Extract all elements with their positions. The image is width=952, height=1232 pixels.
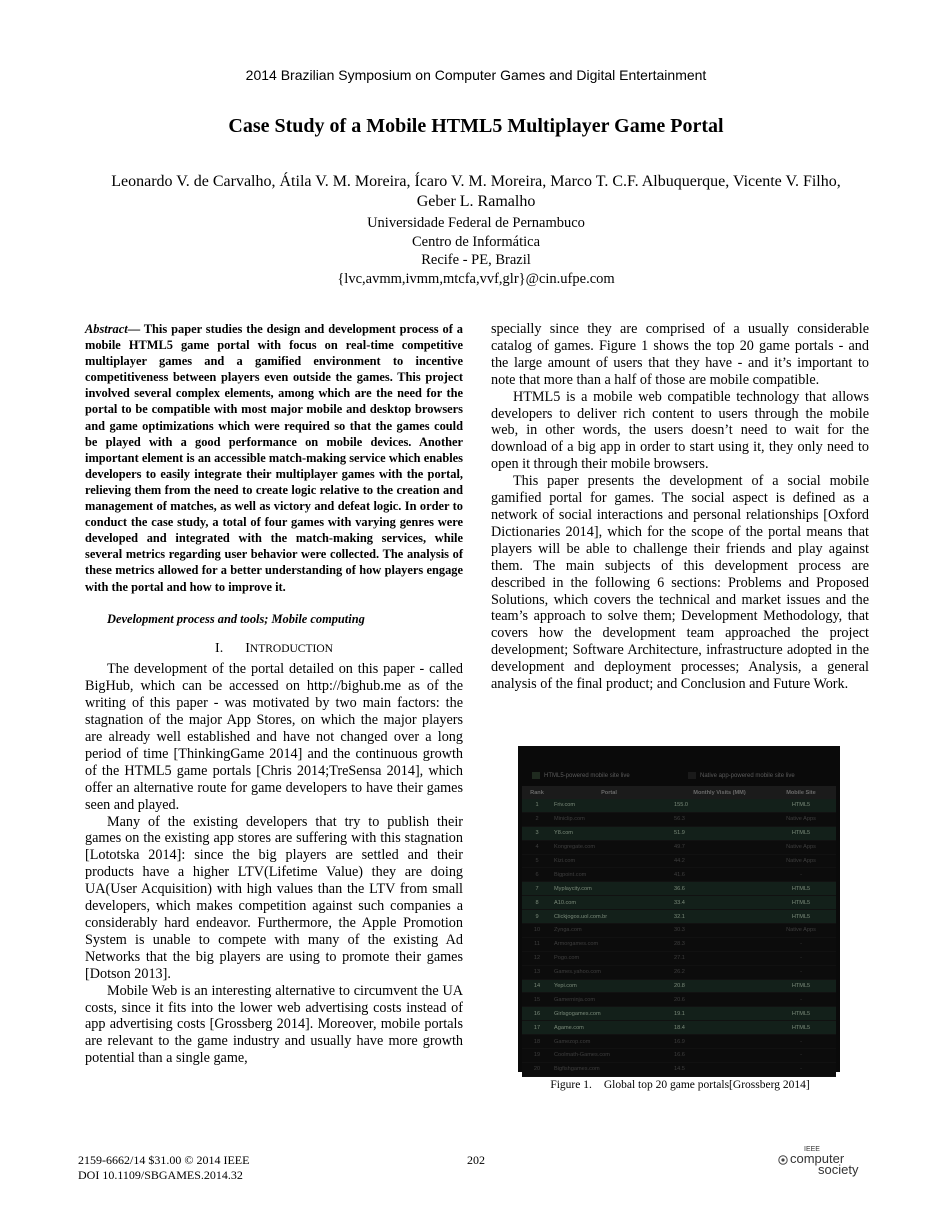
- visits-cell: 20.8: [666, 979, 766, 993]
- mobile-site-cell: -: [766, 937, 836, 951]
- intro-paragraph-3: Mobile Web is an interesting alternative to circumvent the UA costs, since it fits into the lower web advertising costs instead of app advertising costs [Grossberg 2014]. Moreover, mobile portals are relevant to the game industry and usually have more growth potential than a single game,: [85, 982, 463, 1067]
- portal-cell: Girlsgogames.com: [552, 1007, 666, 1021]
- visits-cell: 28.3: [666, 937, 766, 951]
- column-header-portal: Portal: [552, 786, 666, 799]
- mobile-site-cell: HTML5: [766, 1021, 836, 1035]
- portal-cell: Games.yahoo.com: [552, 965, 666, 979]
- society-emblem-icon: [778, 1155, 788, 1165]
- table-row: [522, 826, 836, 840]
- rank-cell: 4: [522, 840, 552, 854]
- mobile-site-cell: Native Apps: [766, 924, 836, 938]
- legend-html5: [532, 772, 630, 779]
- logo-line-society: society: [818, 1162, 859, 1177]
- portal-cell: A10.com: [552, 896, 666, 910]
- conference-name: 2014 Brazilian Symposium on Computer Games and Digital Entertainment: [245, 67, 707, 83]
- portal-cell: Clickjogos.uol.com.br: [552, 910, 666, 924]
- right-paragraph-3: This paper presents the development of a social mobile gamified portal for games. The social aspect is defined as a network of social interactions and personal relationships [Oxford Dictionaries 2014], which for the scope of the portal means that players will be able to challenge their friends and play against them. The main subjects of this development process are described in the following 6 sections: Problems and Proposed Solutions, which covers the technical and market issues and the team’s approach to solve them; Development Methodology, that covers how the development team approached the project development; Software Architecture, infrastructure adopted in the development and deployment processes; Analysis, a general analysis of the final product; and Conclusion and Future Work.: [491, 473, 869, 693]
- table-row: [522, 1021, 836, 1035]
- visits-cell: 20.6: [666, 993, 766, 1007]
- table-row: [522, 1049, 836, 1063]
- rank-cell: 12: [522, 951, 552, 965]
- affiliation-location: Recife - PE, Brazil: [421, 252, 531, 268]
- mobile-site-cell: Native Apps: [766, 840, 836, 854]
- visits-cell: 33.4: [666, 896, 766, 910]
- mobile-site-cell: -: [766, 1049, 836, 1063]
- legend-html5-label: HTML5-powered mobile site live: [544, 772, 630, 779]
- table-row: [522, 868, 836, 882]
- paper-title: Case Study of a Mobile HTML5 Multiplayer Game Portal: [228, 115, 724, 137]
- logo-line-computer: computer: [790, 1151, 845, 1166]
- portal-cell: Gamezop.com: [552, 1035, 666, 1049]
- section-title-initial: I: [245, 640, 250, 656]
- table-row: [522, 993, 836, 1007]
- table-row: [522, 1007, 836, 1021]
- mobile-site-cell: HTML5: [766, 979, 836, 993]
- abstract: [85, 321, 463, 595]
- copyright-line: 2159-6662/14 $31.00 © 2014 IEEE: [78, 1153, 250, 1167]
- visits-cell: 36.6: [666, 882, 766, 896]
- section-heading-introduction: [85, 641, 463, 658]
- abstract-text: This paper studies the design and development process of a mobile HTML5 game portal with focus on real-time competitive multiplayer games and a gamified environment to incentive competitiveness between players even outside the games. This project involved several complex elements, among which are the need for the portal to be compatible with most major mobile and desktop browsers and game optimizations which were required so that the games could be played with a good performance on mobile devices. Another important element is an accessible match-making service which enables developers to easily integrate their multiplayer games with the portal, relieving them from the need to create logic relative to the creation and management of matches, as well as victory and defeat logic. In order to conduct the case study, a total of four games with varying genres were developed and integrated with the match-making services, while several metrics regarding user behavior were collected. The analysis of these metrics allowed for a better understanding of how players engage with the portal and how to improve it.: [85, 322, 463, 594]
- visits-cell: 41.6: [666, 868, 766, 882]
- rank-cell: 6: [522, 868, 552, 882]
- figure-legend: [518, 766, 840, 786]
- table-row: [522, 951, 836, 965]
- affiliation-emails: {lvc,avmm,ivmm,mtcfa,vvf,glr}@cin.ufpe.com: [337, 270, 615, 287]
- mobile-site-cell: -: [766, 868, 836, 882]
- figure-caption-label: Figure 1.: [550, 1079, 592, 1091]
- visits-cell: 14.5: [666, 1062, 766, 1076]
- legend-native-swatch: [688, 772, 696, 779]
- column-header-rank: Rank: [522, 786, 552, 799]
- portal-cell: Pogo.com: [552, 951, 666, 965]
- mobile-site-cell: HTML5: [766, 910, 836, 924]
- mobile-site-cell: Native Apps: [766, 854, 836, 868]
- mobile-site-cell: HTML5: [766, 799, 836, 812]
- portal-cell: Myplaycity.com: [552, 882, 666, 896]
- table-body: [522, 799, 836, 1076]
- portal-cell: Miniclip.com: [552, 812, 666, 826]
- rank-cell: 5: [522, 854, 552, 868]
- section-number: I.: [215, 640, 224, 656]
- rank-cell: 17: [522, 1021, 552, 1035]
- visits-cell: 44.2: [666, 854, 766, 868]
- figure-top-portals: [518, 746, 840, 1072]
- visits-cell: 30.3: [666, 924, 766, 938]
- portal-cell: Friv.com: [552, 799, 666, 812]
- mobile-site-cell: -: [766, 1062, 836, 1076]
- logo-ieee-text: IEEE: [804, 1146, 820, 1153]
- portal-cell: Yepi.com: [552, 979, 666, 993]
- rank-cell: 16: [522, 1007, 552, 1021]
- rank-cell: 1: [522, 799, 552, 812]
- section-title-rest: NTRODUCTION: [249, 642, 333, 655]
- intro-paragraph-2: Many of the existing developers that try to publish their games on the existing app stores are suffering with this stagnation [Lototska 2014]: since the big players are settled and their products have a higher LTV(Lifetime Value) they are doing UA(User Acquisition) with high values than the LTV from small developers, which makes competition against such companies a considerably hard endeavor. Furthermore, the Apple Promotion System is unable to compete with many of the existing Ad Networks that the big players are using to promote their games [Dotson 2013].: [85, 813, 463, 982]
- affiliation-block: [0, 214, 952, 288]
- table-row: [522, 979, 836, 993]
- table-row: [522, 896, 836, 910]
- portal-cell: Armorgames.com: [552, 937, 666, 951]
- rank-cell: 20: [522, 1062, 552, 1076]
- mobile-site-cell: Native Apps: [766, 812, 836, 826]
- visits-cell: 26.2: [666, 965, 766, 979]
- table-row: [522, 882, 836, 896]
- table-row: [522, 854, 836, 868]
- visits-cell: 16.6: [666, 1049, 766, 1063]
- portal-cell: Y8.com: [552, 826, 666, 840]
- right-paragraph-1: specially since they are comprised of a usually considerable catalog of games. Figure 1 shows the top 20 game portals - and the large amount of users that they have - and it’s important to note that more than a half of those are mobile compatible.: [491, 321, 869, 388]
- rank-cell: 13: [522, 965, 552, 979]
- table-header-row: [522, 786, 836, 799]
- visits-cell: 18.4: [666, 1021, 766, 1035]
- rank-cell: 11: [522, 937, 552, 951]
- mobile-site-cell: HTML5: [766, 896, 836, 910]
- table-row: [522, 1035, 836, 1049]
- visits-cell: 19.1: [666, 1007, 766, 1021]
- right-paragraph-2: HTML5 is a mobile web compatible technology that allows developers to deliver rich content to users through the mobile web, in other words, the users doesn’t need to wait for the download of a big app in order to start using it, they only need to open it through their mobile browsers.: [491, 388, 869, 473]
- column-header-visits: Monthly Visits (MM): [666, 786, 766, 799]
- portal-cell: Gamerninja.com: [552, 993, 666, 1007]
- column-header-site: Mobile Site: [766, 786, 836, 799]
- table-row: [522, 840, 836, 854]
- rank-cell: 15: [522, 993, 552, 1007]
- portal-cell: Zynga.com: [552, 924, 666, 938]
- rank-cell: 14: [522, 979, 552, 993]
- affiliation-center: Centro de Informática: [411, 233, 541, 250]
- mobile-site-cell: -: [766, 951, 836, 965]
- abstract-dash: —: [127, 322, 144, 336]
- mobile-site-cell: HTML5: [766, 882, 836, 896]
- portal-cell: Kizi.com: [552, 854, 666, 868]
- legend-native-label: Native app-powered mobile site live: [700, 772, 795, 779]
- mobile-site-cell: HTML5: [766, 1007, 836, 1021]
- intro-paragraph-1: The development of the portal detailed on this paper - called BigHub, which can be accessed on http://bighub.me as of the writing of this paper - was motivated by two main factors: the stagnation of the major App Stores, on which the major players are already well established and have not changed over a long period of time [ThinkingGame 2014] and the continuous growth of the HTML5 game portals [Chris 2014;TreSensa 2014], which offer an alternative route for game developers to have their games seen and played.: [85, 661, 463, 813]
- table-row: [522, 799, 836, 812]
- mobile-site-cell: -: [766, 1035, 836, 1049]
- visits-cell: 16.9: [666, 1035, 766, 1049]
- portal-cell: Coolmath-Games.com: [552, 1049, 666, 1063]
- visits-cell: 51.9: [666, 826, 766, 840]
- portals-table: [522, 786, 836, 1077]
- doi-line: DOI 10.1109/SBGAMES.2014.32: [78, 1168, 243, 1182]
- keywords: Development process and tools; Mobile computing: [107, 611, 365, 626]
- mobile-site-cell: -: [766, 965, 836, 979]
- table-row: [522, 937, 836, 951]
- mobile-site-cell: -: [766, 993, 836, 1007]
- table-row: [522, 812, 836, 826]
- author-list: Leonardo V. de Carvalho, Átila V. M. Moreira, Ícaro V. M. Moreira, Marco T. C.F. Albuquerque, Vicente V. Filho, Geber L. Ramalho: [111, 173, 841, 210]
- visits-cell: 32.1: [666, 910, 766, 924]
- rank-cell: 2: [522, 812, 552, 826]
- computer-society-logo: [778, 1146, 868, 1176]
- table-row: [522, 965, 836, 979]
- figure-caption-text: Global top 20 game portals[Grossberg 2014]: [603, 1079, 810, 1091]
- table-row: [522, 910, 836, 924]
- affiliation-university: Universidade Federal de Pernambuco: [367, 215, 585, 231]
- rank-cell: 19: [522, 1049, 552, 1063]
- legend-html5-swatch: [532, 772, 540, 779]
- page-number: 202: [467, 1153, 485, 1167]
- visits-cell: 27.1: [666, 951, 766, 965]
- rank-cell: 7: [522, 882, 552, 896]
- visits-cell: 155.0: [666, 799, 766, 812]
- rank-cell: 18: [522, 1035, 552, 1049]
- portal-cell: Bigfishgames.com: [552, 1062, 666, 1076]
- portal-cell: Kongregate.com: [552, 840, 666, 854]
- rank-cell: 9: [522, 910, 552, 924]
- figure-header-bar: [518, 746, 840, 766]
- rank-cell: 8: [522, 896, 552, 910]
- rank-cell: 3: [522, 826, 552, 840]
- visits-cell: 49.7: [666, 840, 766, 854]
- legend-native: [688, 772, 795, 779]
- portal-cell: Bigpoint.com: [552, 868, 666, 882]
- visits-cell: 56.3: [666, 812, 766, 826]
- figure-caption: [491, 1079, 869, 1091]
- left-column: [85, 321, 463, 1067]
- right-column: [491, 321, 869, 693]
- abstract-label: Abstract: [85, 322, 128, 336]
- portal-cell: Agame.com: [552, 1021, 666, 1035]
- table-row: [522, 924, 836, 938]
- mobile-site-cell: HTML5: [766, 826, 836, 840]
- rank-cell: 10: [522, 924, 552, 938]
- table-row: [522, 1062, 836, 1076]
